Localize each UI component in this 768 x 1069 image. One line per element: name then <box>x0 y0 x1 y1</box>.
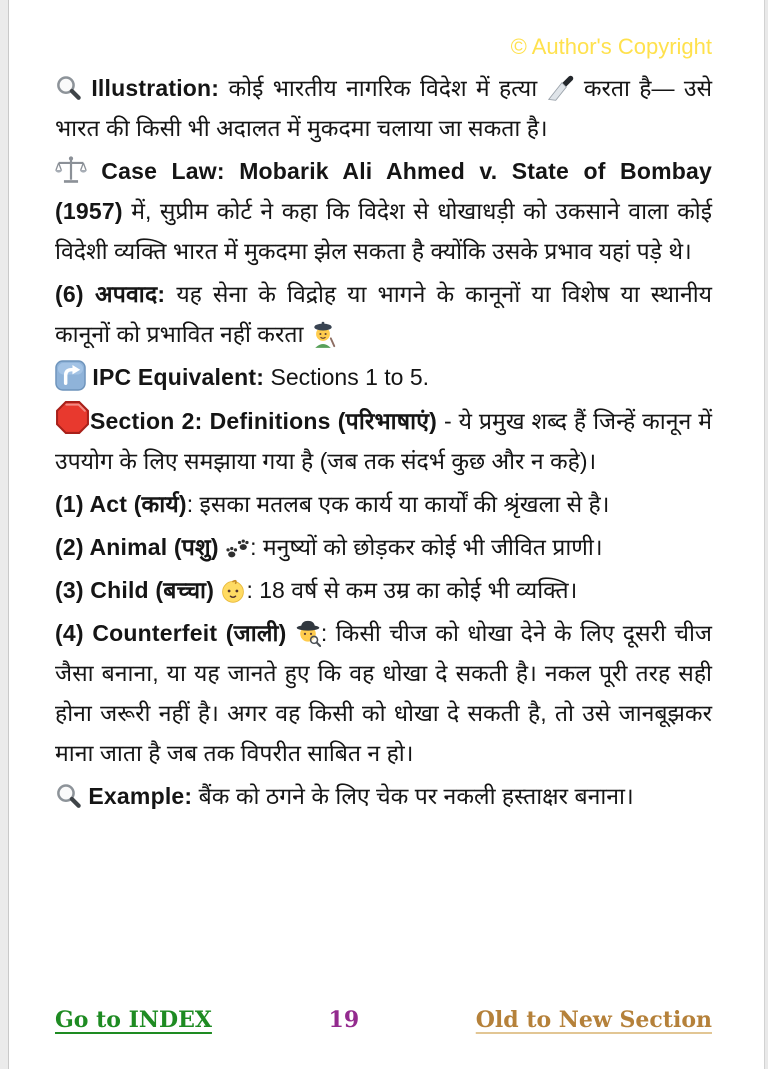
illustration-text-1: कोई भारतीय नागरिक विदेश में हत्या <box>228 75 538 101</box>
definition-child-text: : 18 वर्ष से कम उम्र का कोई भी व्यक्ति। <box>246 577 578 603</box>
stop-sign-icon <box>55 400 90 435</box>
definition-counterfeit <box>55 613 712 773</box>
illustration-label: Illustration: <box>91 75 220 101</box>
paw-prints-icon <box>225 538 250 561</box>
ipc-equivalent-text: Sections 1 to 5. <box>270 364 430 390</box>
painter-icon <box>310 320 336 348</box>
page-footer <box>55 1007 712 1033</box>
definition-child <box>55 570 712 610</box>
example-text: बैंक को ठगने के लिए चेक पर नकली हस्ताक्षर बनाना। <box>198 783 634 809</box>
case-law-paragraph <box>55 151 712 271</box>
exception-paragraph <box>55 274 712 354</box>
section-2-text: - ये प्रमुख शब्द हैं जिन्हें कानून में उपयोग के लिए समझाया गया है (जब तक संदर्भ कुछ और न कहे)। <box>55 408 712 474</box>
definition-animal-text: : मनुष्यों को छोड़कर कोई भी जीवित प्राणी। <box>250 534 603 560</box>
page-right-edge <box>764 0 768 1069</box>
detective-icon <box>295 619 321 647</box>
definition-counterfeit-label: (4) Counterfeit (जाली) <box>55 620 287 646</box>
exception-text: यह सेना के विद्रोह या भागने के कानूनों या विशेष या स्थानीय कानूनों को प्रभावित नहीं करता <box>55 281 713 347</box>
scales-icon <box>55 155 87 185</box>
section-2-heading <box>55 400 712 481</box>
definition-animal <box>55 527 712 567</box>
illustration-text-2: करता है— उसे भारत की किसी भी अदालत में मुकदमा चलाया जा सकता है। <box>55 75 712 141</box>
magnifier-icon <box>55 783 82 810</box>
magnifier-icon <box>55 75 82 102</box>
ipc-equivalent-paragraph <box>55 357 712 397</box>
knife-icon <box>547 74 575 102</box>
example-label: Example: <box>88 783 193 809</box>
case-law-text: में, सुप्रीम कोर्ट ने कहा कि विदेश से धोखाधड़ी को उकसाने वाला कोई विदेशी व्यक्ति भारत में मुकदमा झेल सकता है क्योंकि उसके प्रभाव यहां पड़े थे। <box>55 198 713 264</box>
old-to-new-section-link[interactable]: Old to New Section <box>475 1007 712 1033</box>
page-left-edge <box>0 0 9 1069</box>
definition-act-label: (1) Act (कार्य) <box>55 491 187 517</box>
exception-label: (6) अपवाद: <box>55 281 166 307</box>
example-paragraph <box>55 776 712 816</box>
definition-act <box>55 484 712 524</box>
case-law-label: Case Law: Mobarik Ali Ahmed v. State of Bombay (1957) <box>55 158 713 224</box>
baby-icon <box>220 578 246 604</box>
return-arrow-icon <box>55 360 86 391</box>
definition-act-text: : इसका मतलब एक कार्य या कार्यों की श्रृंखला से है। <box>186 491 610 517</box>
page-content <box>55 34 712 819</box>
definition-child-label: (3) Child (बच्चा) <box>55 577 215 603</box>
copyright-notice: © Author's Copyright <box>510 34 712 59</box>
go-to-index-link[interactable]: Go to INDEX <box>55 1007 212 1033</box>
definition-animal-label: (2) Animal (पशु) <box>55 534 219 560</box>
illustration-paragraph <box>55 68 712 148</box>
section-2-label: Section 2: Definitions (परिभाषाएं) <box>90 408 438 434</box>
ipc-equivalent-label: IPC Equivalent: <box>92 364 265 390</box>
definition-counterfeit-text: : किसी चीज को धोखा देने के लिए दूसरी चीज जैसा बनाना, या यह जानते हुए कि वह धोखा दे सकती है। नकल पूरी तरह सही होना जरूरी नहीं है। अगर वह किसी को धोखा दे सकती है, तो उसे जानबूझकर माना जाता है जब तक विपरीत साबित न हो। <box>55 620 712 766</box>
page-number: 19 <box>328 1007 360 1033</box>
